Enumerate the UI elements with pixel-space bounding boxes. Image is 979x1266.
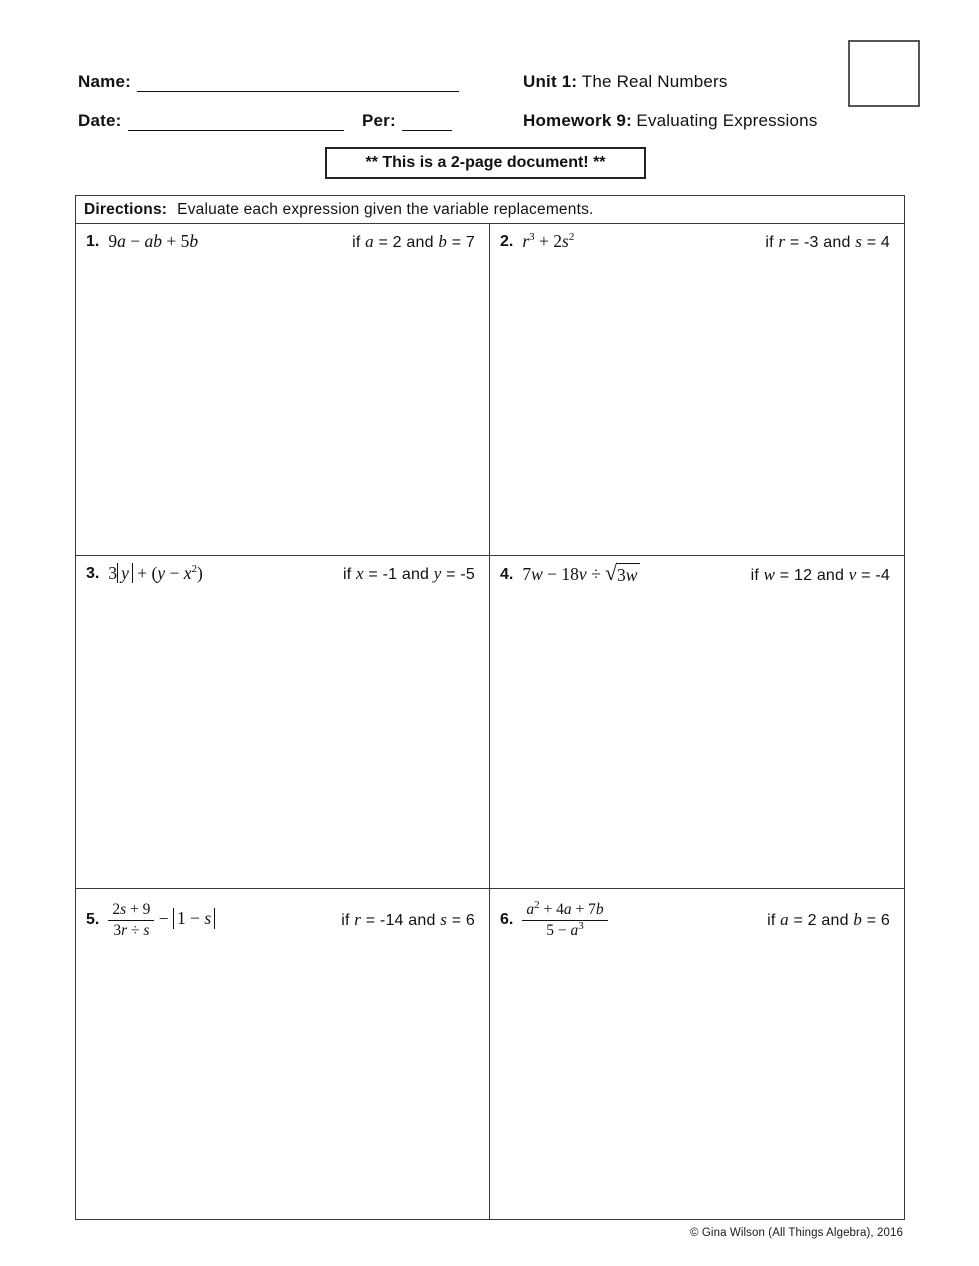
problem-expression: 9a − ab + 5b	[108, 231, 199, 251]
problem-condition: if a = 2 and b = 7	[352, 231, 475, 251]
problem-number: 4.	[500, 565, 514, 583]
problem-condition: if r = -14 and s = 6	[341, 910, 475, 930]
problem-expression: $\frac{2s + 9}{3r \div s}$ − 1 − s	[108, 901, 215, 940]
problem-cell-1	[76, 224, 490, 556]
problem-cell-3	[76, 556, 490, 889]
problem-condition: if r = -3 and s = 4	[765, 231, 890, 251]
two-page-banner: ** This is a 2-page document! **	[325, 147, 646, 179]
problem-condition: if w = 12 and v = -4	[750, 564, 890, 584]
problem-cell-5	[76, 889, 490, 1219]
problem-expression: $\frac{a^2 + 4a + 7b}{5 - a^3}$	[522, 901, 607, 940]
directions-row	[76, 196, 904, 224]
date-field-row	[78, 111, 452, 131]
problem-cell-2	[490, 224, 904, 556]
problem-expression: 3 $y + (y - x^2)$	[108, 563, 203, 583]
problem-cell-6	[490, 889, 904, 1219]
problem-number: 5.	[86, 911, 100, 929]
unit-title-row	[523, 72, 728, 92]
problem-number: 6.	[500, 911, 514, 929]
homework-title: Evaluating Expressions	[636, 111, 818, 130]
unit-title: The Real Numbers	[581, 72, 728, 91]
problem-number: 1.	[86, 232, 100, 250]
period-label: Per:	[361, 111, 396, 130]
copyright-credit: © Gina Wilson (All Things Algebra), 2016	[690, 1227, 903, 1239]
name-field-row	[78, 72, 459, 92]
problem-cell-4	[490, 556, 904, 889]
problem-grid	[76, 224, 904, 1219]
unit-label: Unit 1:	[523, 72, 578, 91]
problem-expression: $r^3 + 2s^2$	[522, 231, 575, 251]
problems-table	[75, 195, 905, 1220]
problem-condition: if x = -1 and y = -5	[342, 563, 475, 583]
directions-text: Evaluate each expression given the variable replacements.	[177, 200, 594, 218]
homework-title-row	[523, 111, 818, 131]
name-blank-line	[137, 75, 459, 92]
problem-expression: 7w − 18v ÷ √ 3w	[522, 563, 640, 586]
problem-number: 3.	[86, 564, 100, 582]
directions-label: Directions:	[84, 200, 168, 218]
homework-label: Homework 9:	[523, 111, 632, 130]
grade-box	[848, 40, 920, 107]
name-label: Name:	[78, 72, 131, 91]
problem-condition: if a = 2 and b = 6	[767, 910, 890, 930]
date-blank-line	[128, 114, 344, 131]
problem-number: 2.	[500, 232, 514, 250]
date-label: Date:	[78, 111, 122, 130]
period-blank-line	[402, 114, 452, 131]
